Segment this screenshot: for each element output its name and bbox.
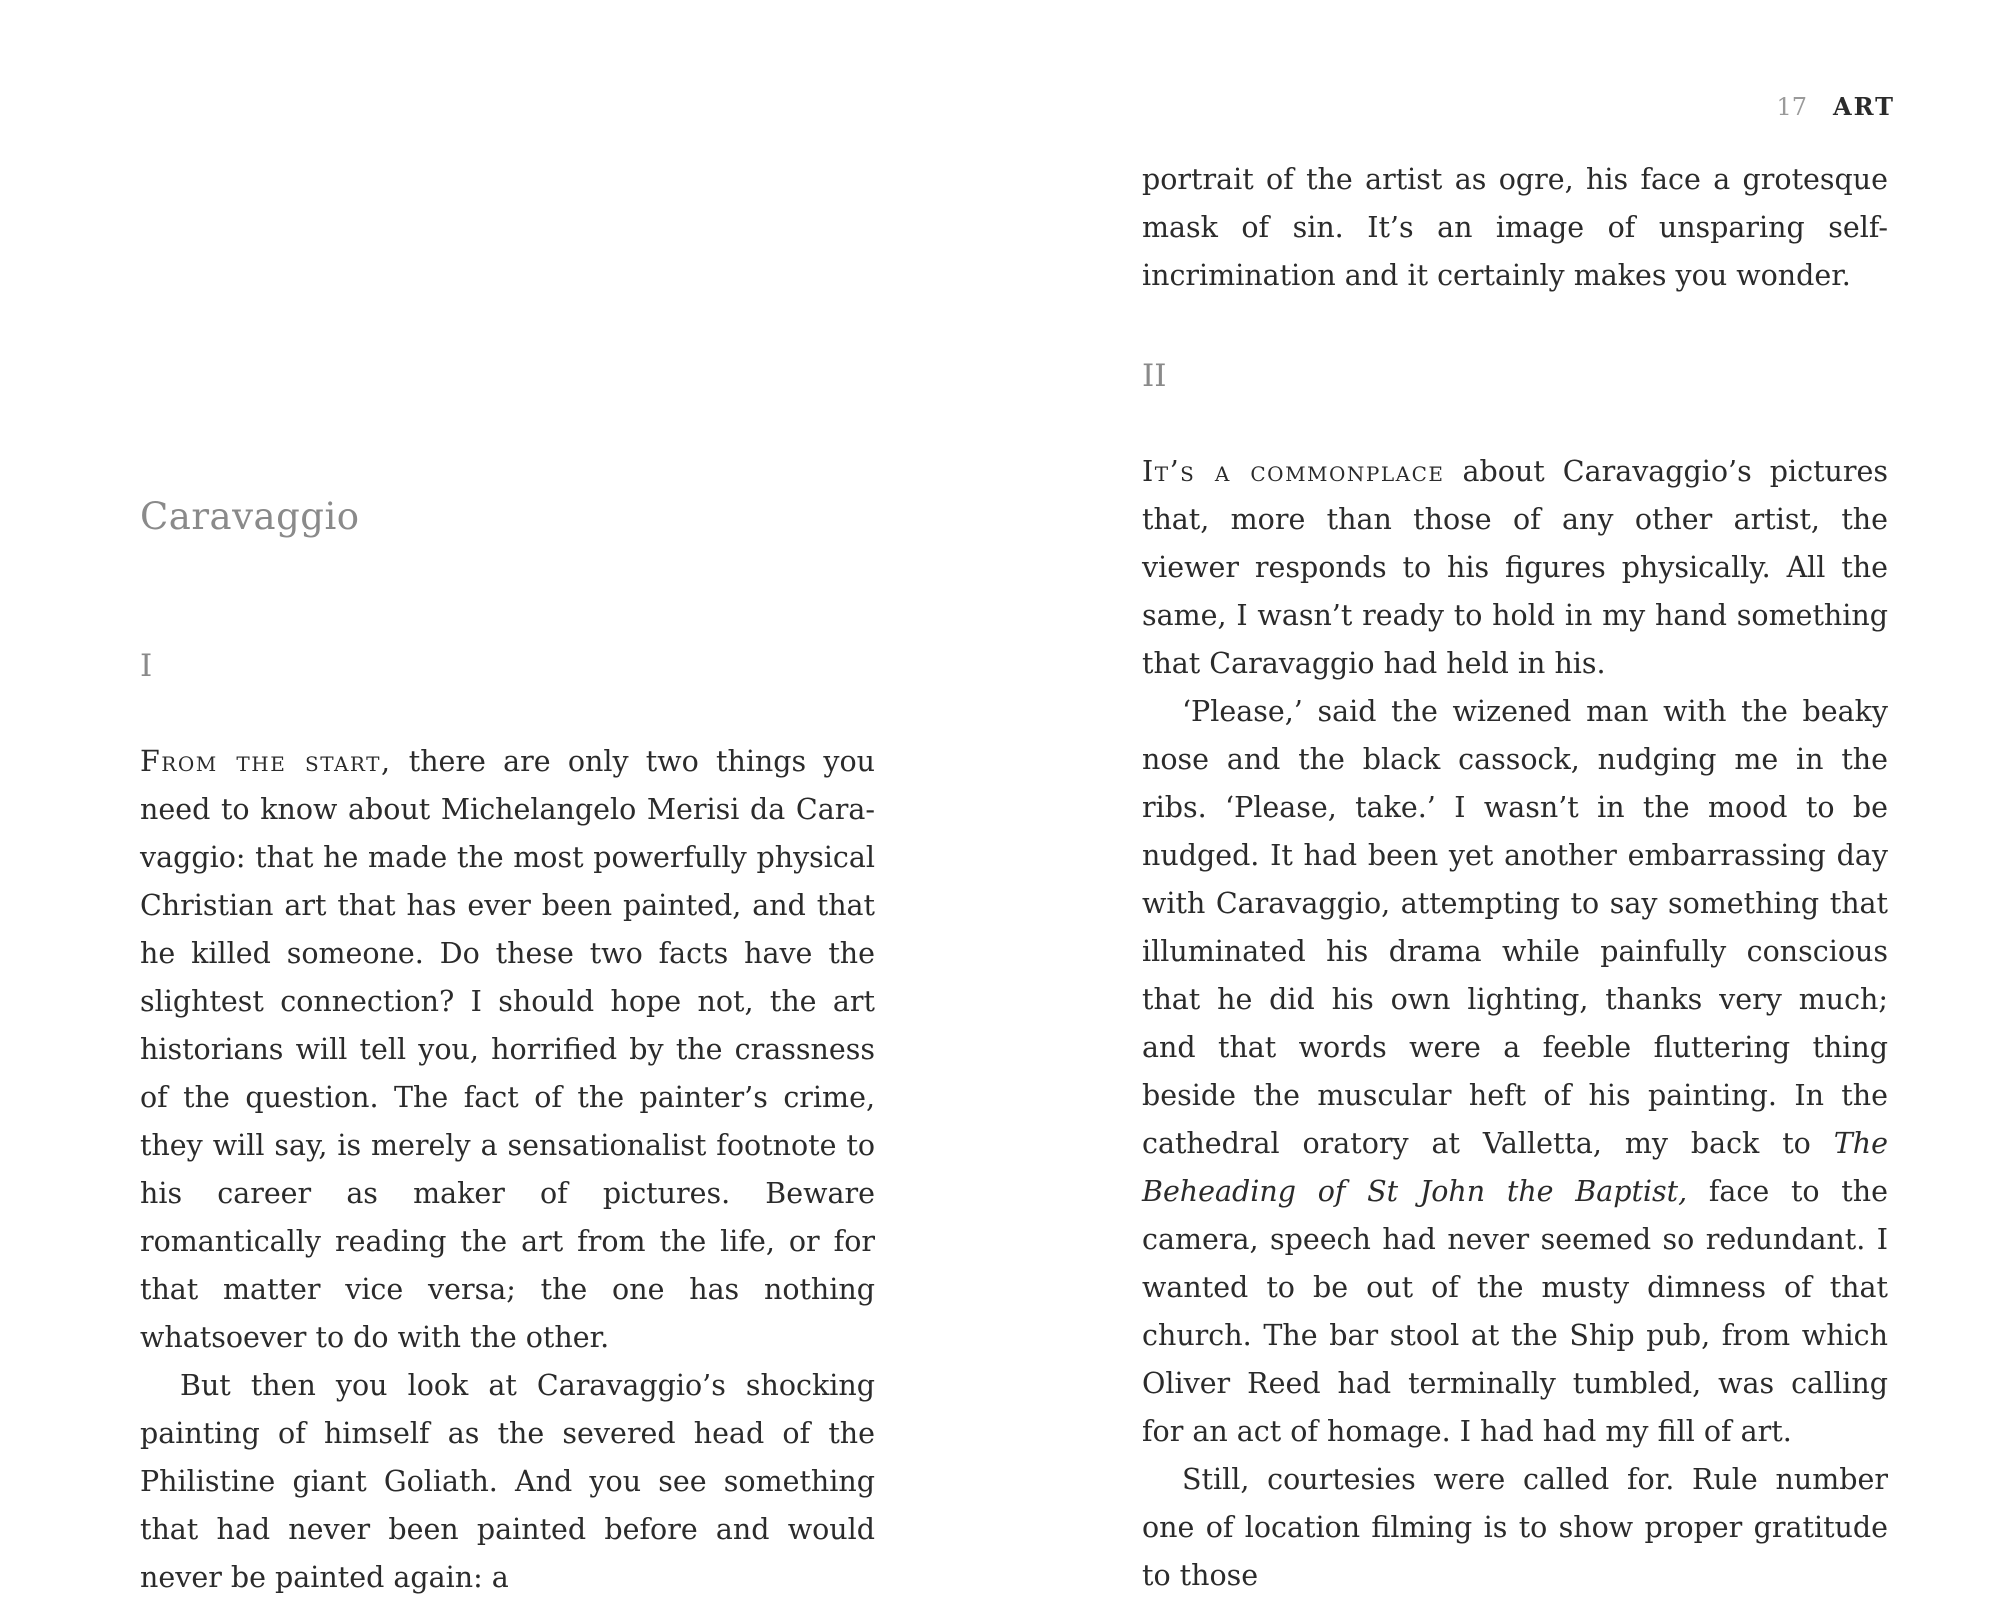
continued-paragraph [1142,156,1888,300]
paragraph-lead-smallcaps: From the start, [140,745,392,778]
paragraph [1142,1456,1888,1600]
paragraph-text: Still, courtesies were called for. Rule number one of location filming is to show proper gratitude to those [1142,1463,1888,1592]
paragraph [140,738,875,1362]
paragraph-text: about Caravaggio’s pictures that, more than those of any other artist, the viewer responds to his figures physically. All the same, I wasn’t ready to hold in my hand something that Caravaggio had held in his. [1142,455,1889,680]
chapter-title: Caravaggio [140,495,360,538]
paragraph-lead-smallcaps: It’s a commonplace [1142,455,1445,488]
paragraph-text: there are only two things you need to know about Michelangelo Merisi da Caravaggio: that he made the most powerfully physical Christian art that has ever been painted, and that he killed someone. Do these two facts have the slightest connection? I should hope not, the art historians will tell you, horrified by the crassness of the question. The fact of the painter’s crime, they will say, is merely a sensationalist footnote to his career as maker of pictures. Beware romantically reading the art from the life, or for that matter vice versa; the one has nothing whatsoever to do with the other. [140,745,875,1354]
section-numeral-two: II [1142,358,1167,394]
right-page-body [1142,448,1888,1600]
paragraph-text: portrait of the artist as ogre, his face a grotesque mask of sin. It’s an image of unsparing self-incrimination and it certainly makes you wonder. [1142,163,1888,292]
running-head-section: ART [1832,92,1895,121]
paragraph-text: But then you look at Caravaggio’s shocking painting of himself as the severed head of the Philistine giant Goliath. And you see something that had never been painted before and would never be painted again: a [140,1369,875,1594]
paragraph [1142,448,1888,688]
paragraph [140,1362,875,1602]
paragraph-text: ‘Please,’ said the wizened man with the beaky nose and the black cassock, nudging me in the ribs. ‘Please, take.’ I wasn’t in the mood to be nudged. It had been yet another embarrassing day with Caravaggio, attempting to say something that illuminated his drama while painfully conscious that he did his own lighting, thanks very much; and that words were a feeble fluttering thing beside the muscular heft of his painting. In the cathedral oratory at Valletta, my back to [1142,695,1888,1160]
artwork-title: The Beheading of St John the Baptist, [1142,1127,1888,1208]
right-page [1000,0,2000,1624]
page-number: 17 [1776,93,1807,121]
paragraph-text: face to the camera, speech had never seemed so redundant. I wanted to be out of the musty dimness of that church. The bar stool at the Ship pub, from which Oliver Reed had terminally tumbled, was calling for an act of homage. I had had my fill of art. [1142,1175,1888,1448]
paragraph [1142,156,1888,300]
paragraph [1142,688,1888,1456]
section-numeral-one: I [140,648,153,684]
left-page-body [140,738,875,1602]
running-head [1776,92,1895,121]
